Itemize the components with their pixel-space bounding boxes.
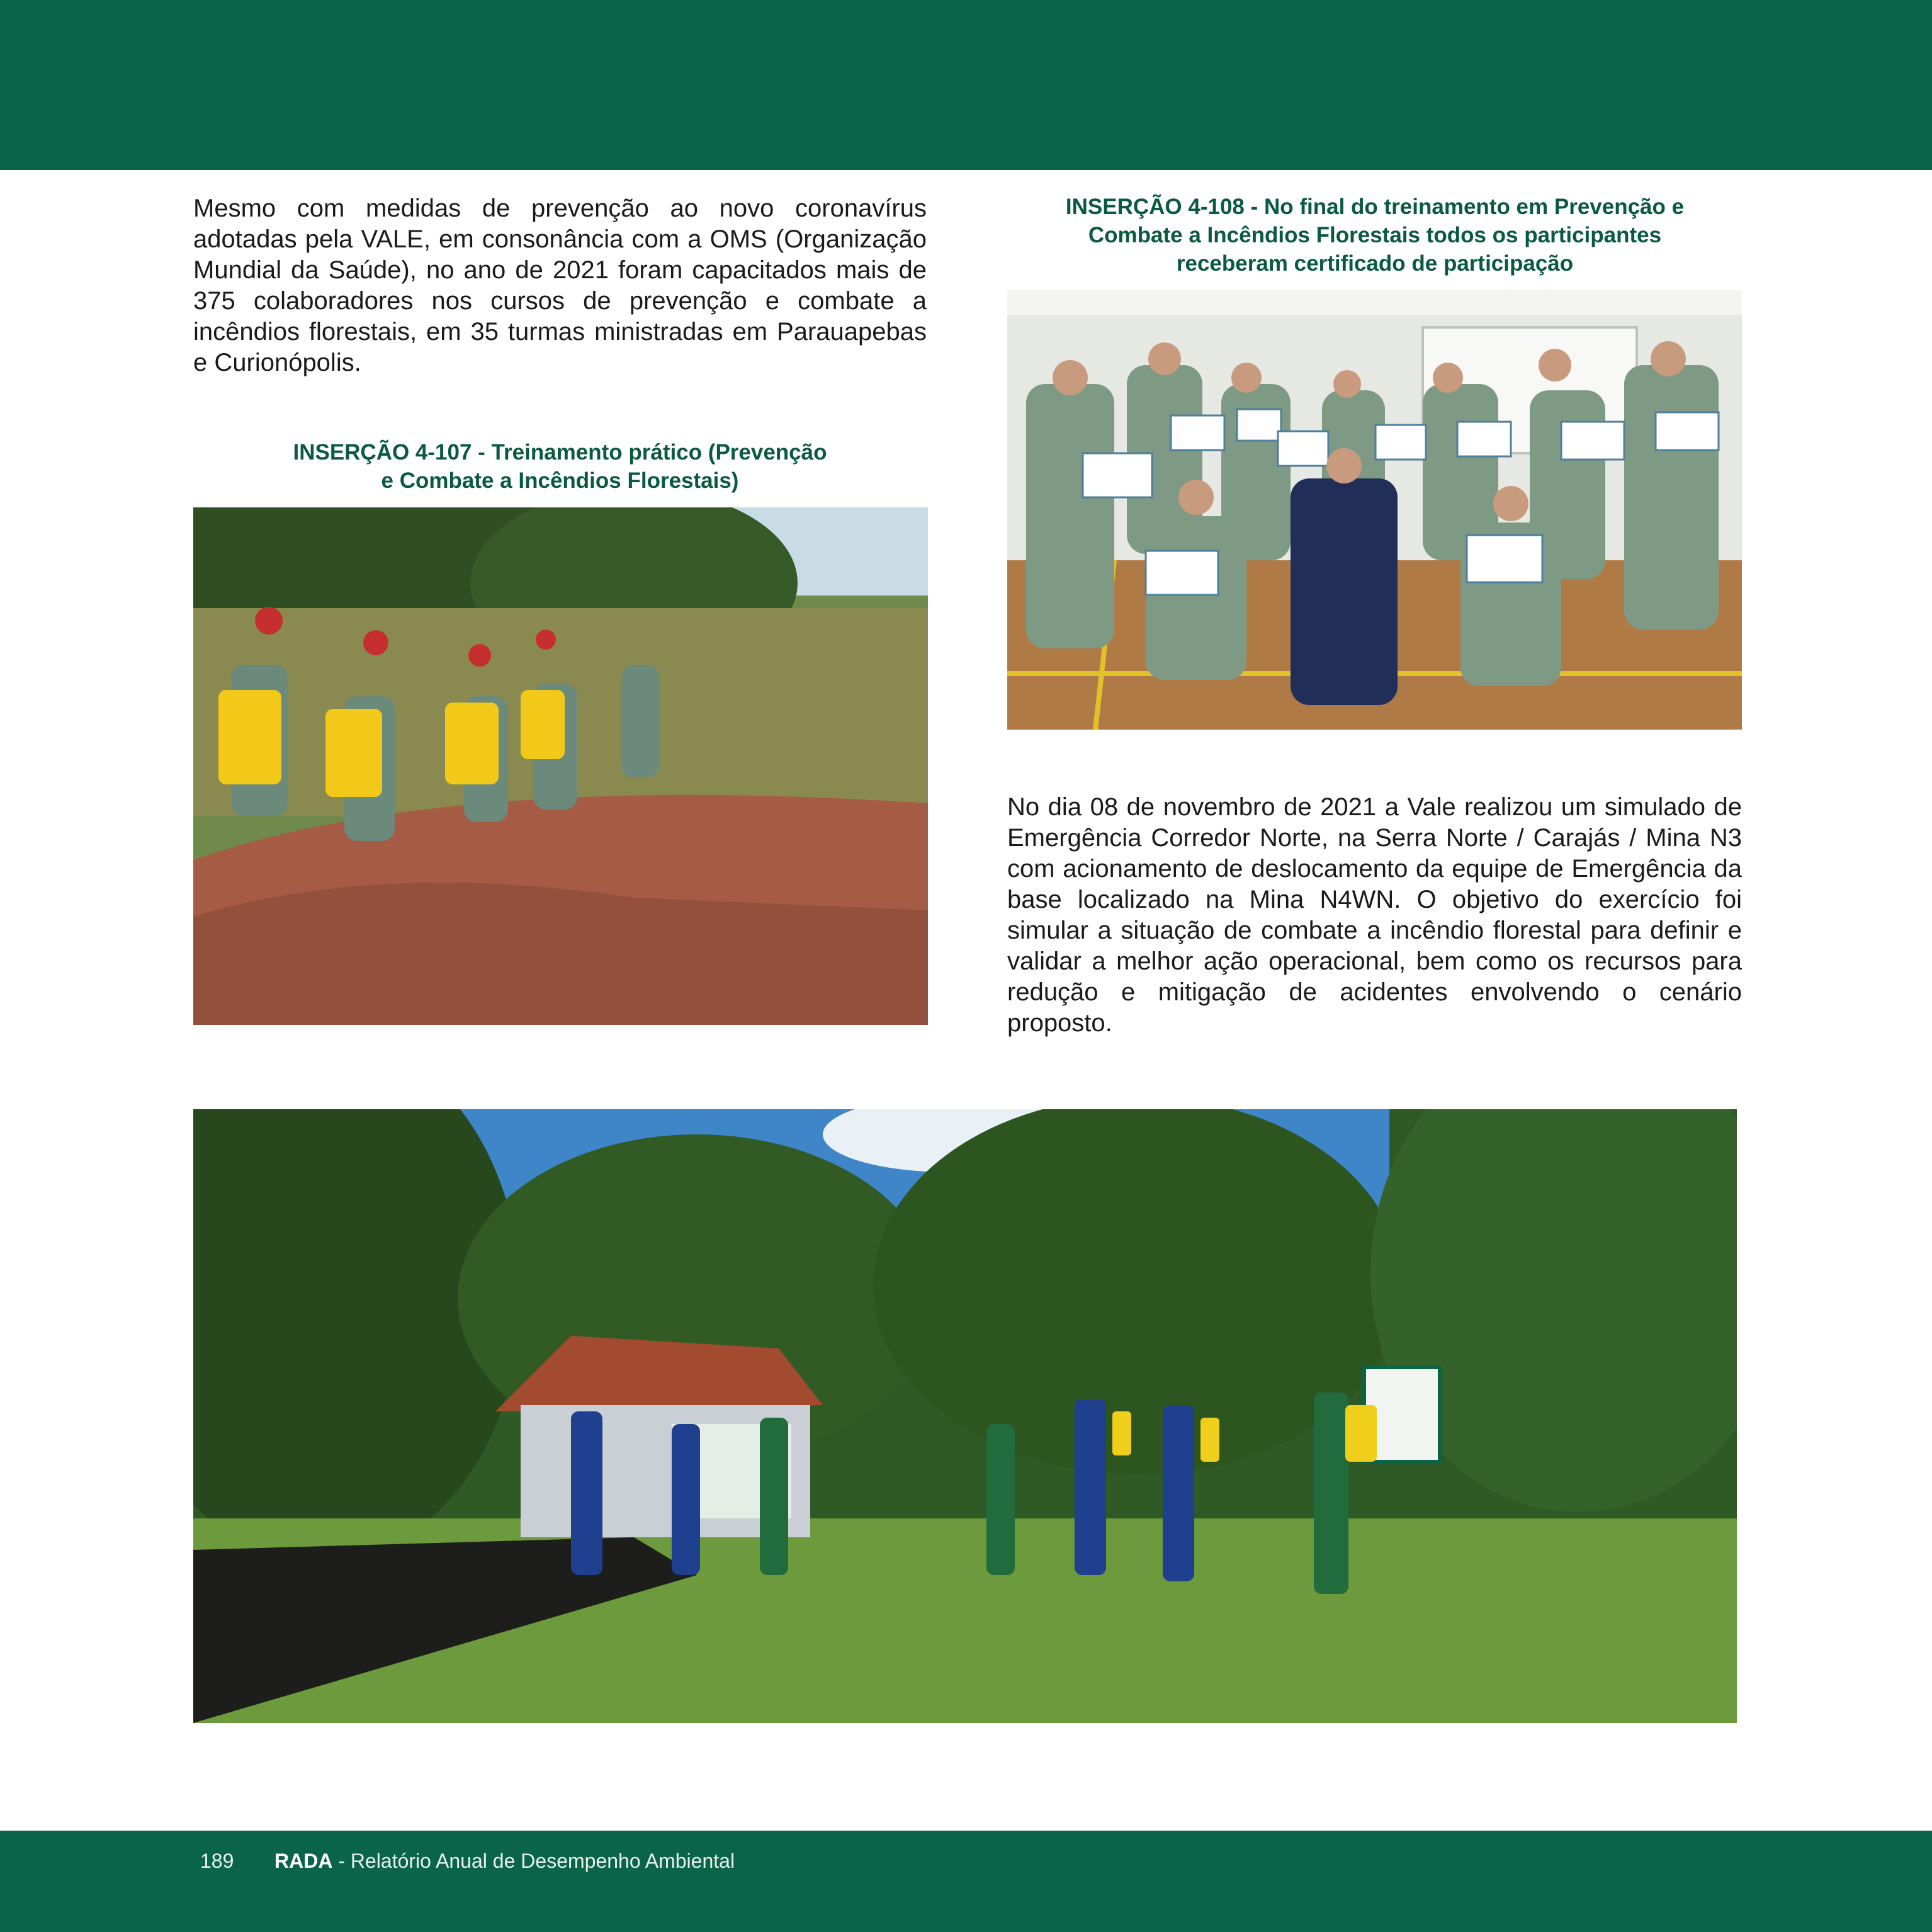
report-brand: RADA xyxy=(274,1850,333,1872)
figure-caption-4-107 xyxy=(193,438,927,495)
report-title: - Relatório Anual de Desempenho Ambiental xyxy=(332,1850,735,1872)
caption-4-107-line-2: e Combate a Incêndios Florestais) xyxy=(381,468,739,493)
photo-field-training xyxy=(193,507,928,1025)
caption-4-107-line-1: INSERÇÃO 4-107 - Treinamento prático (Prevenção xyxy=(293,440,827,465)
intro-paragraph: Mesmo com medidas de prevenção ao novo coronavírus adotadas pela VALE, em consonância com a OMS (Organização Mundial da Saúde), no ano de 2021 foram capacitados mais de 375 colaboradores nos cursos de prevenção e combate a incêndios florestais, em 35 turmas ministradas em Parauapebas e Curionópolis. xyxy=(193,195,927,376)
photo-certificate-group xyxy=(1007,290,1742,730)
photo-emergency-drill xyxy=(193,1109,1737,1723)
footer-band xyxy=(0,1831,1932,1932)
page-footer xyxy=(200,1850,735,1881)
caption-4-108-line-1: INSERÇÃO 4-108 - No final do treinamento em Prevenção e xyxy=(1065,195,1685,219)
header-band xyxy=(0,0,1932,170)
caption-4-108-line-3: receberam certificado de participação xyxy=(1176,251,1574,276)
caption-4-108-line-2: Combate a Incêndios Florestais todos os participantes xyxy=(1088,223,1662,247)
figure-caption-4-108 xyxy=(1007,193,1743,278)
simulation-paragraph: No dia 08 de novembro de 2021 a Vale realizou um simulado de Emergência Corredor Norte, na Serra Norte / Carajás / Mina N3 com acionamento de deslocamento da equipe de Emergência da base localizado na Mina N4WN. O objetivo do exercício foi simular a situação de combate a incêndio florestal para definir e validar a melhor ação operacional, bem como os recursos para redução e mitigação de acidentes envolvendo o cenário proposto. xyxy=(1007,793,1742,1037)
page-number: 189 xyxy=(200,1850,234,1872)
